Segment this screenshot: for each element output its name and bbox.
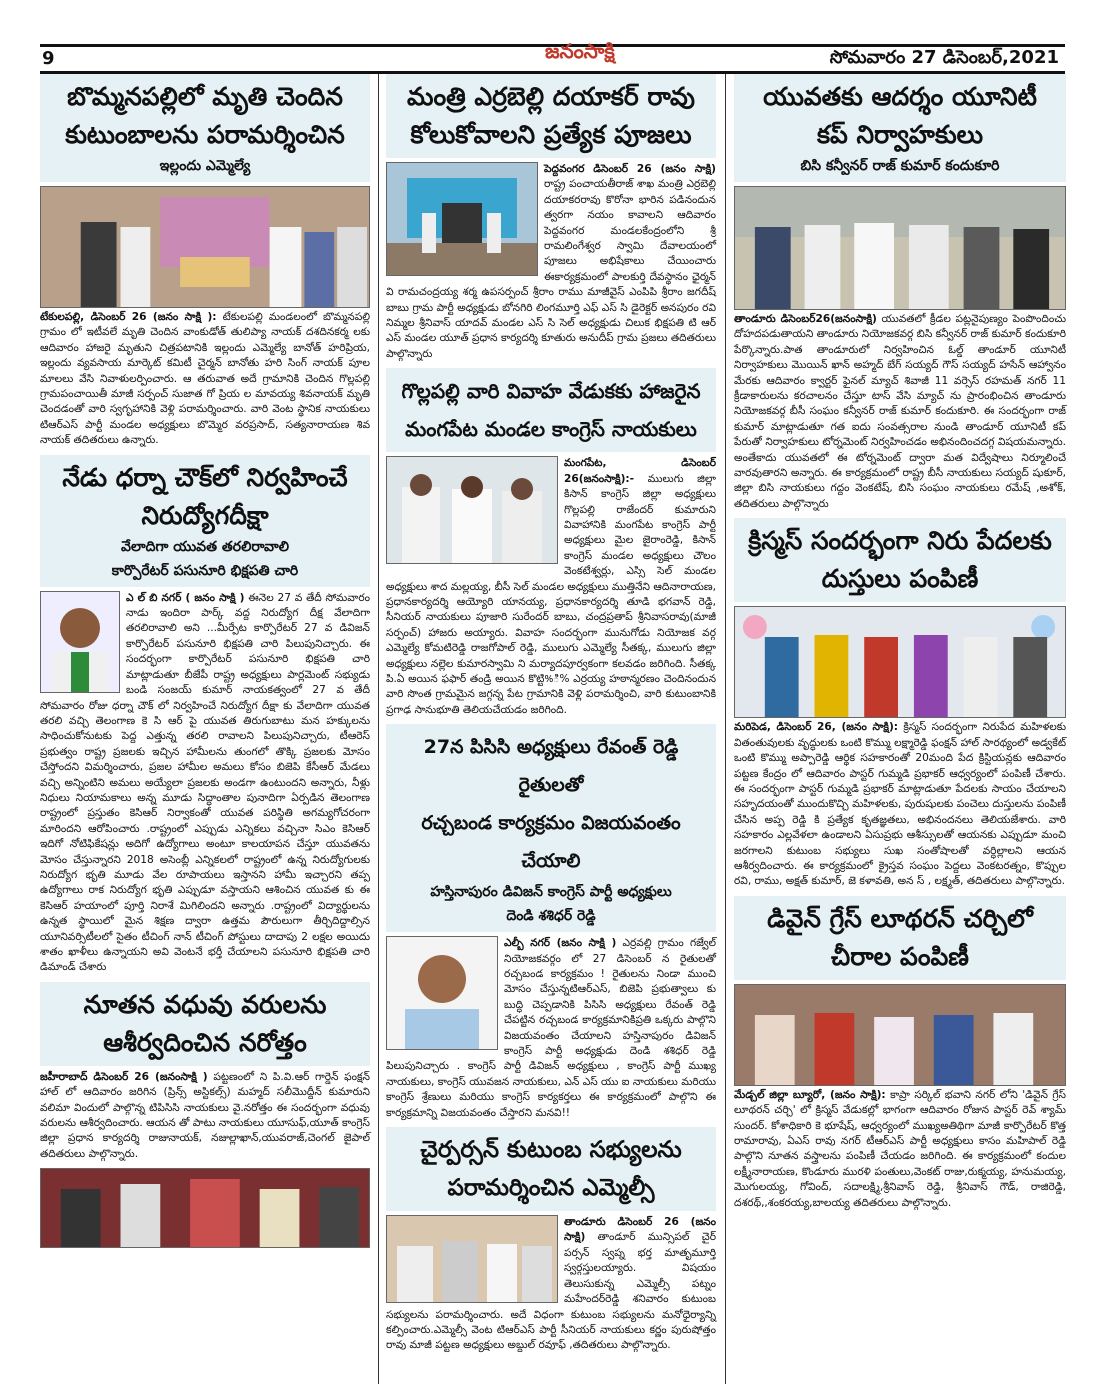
headline: డివైన్ గ్రేస్ లూథరన్ చర్చిలో: [767, 903, 1033, 933]
article-text: ములుగు జిల్లా కిసాన్ కాంగ్రెస్ జిల్లా అధ్యక్షులు గొల్లపల్లి రాజేందర్ కుమారుని వివాహానికి మంగపేట కాంగ్రెస్ పార్టీ అధ్యక్షులు మైల జైరాంరెడ్డి, కిసాన్ కాంగ్రెస్ మండల: [564, 472, 716, 562]
article-text: ఈనెల 27 వ తేదీ సోమవారం నాడు ఇందిరా పార్క్ వద్ద నిరుద్యోగ దీక్ష వేలాదిగా తరలిరావాలి అని ...మీర్పేట కార్పొరేటర్ 27 వ డివిజన్ కార్పొరేటర్ పసునూరి భిక్షపతి చారి పిలుపునిచ్చారు. ఈ సందర్భంగా కార్పొరేటర్ పసునూరి భిక్షపతి చారి మాట్లాడుతూ బీజేపీ రాష్ట్ర అధ్యక్షులు పార్లమెంట్ సభ్యుడు బండి సంజయ్ కుమార్: [126, 591, 370, 697]
portrait-photo: [386, 936, 498, 1050]
article-text: విజయవంతం చేయాలని హస్తినాపురం డివిజన్ కాంగ్రెస్ పార్టీ అధ్యక్షుడు దెండి శశిధర్ రెడ్డి పిలుపునిచ్చారు . కాంగ్రెస్ పార్టీ డివిజన్ అధ్యక్షులు , కాంగ్రెస్ పార్టీ ముఖ్య నాయకులు, కాంగ్రెస్ యువజన నాయకులు, ఎన్ ఎస్ యు ఐ నాయకులు మరియు కాంగ్రెస్ శ్రేణులు మరియు కాంగ్రెస్ కార్యకర్తలు ఈ కార్యక్రమంలో పాల్గొని ఈ కార్యక్రమాన్ని విజయవంతం చేస్తారని మనవి!!: [386, 1029, 716, 1119]
dateline: ఎల్బీ నగర్ (జనం సాక్షి ): [504, 937, 617, 950]
page-number: 9: [42, 48, 55, 69]
news-photo: [386, 1215, 558, 1303]
masthead: [40, 39, 1065, 74]
headline: దుస్తులు పంపిణీ: [821, 564, 979, 594]
headline: పరామర్శించిన ఎమ్మెల్సీ: [447, 1175, 655, 1202]
subheadline: వేలాదిగా యువత తరలిరావాలి: [121, 538, 289, 555]
dateline: పెద్దవంగర డిసెంబర్ 26 (జనం సాక్షి): [544, 163, 716, 175]
article-body: [40, 591, 370, 976]
article-text: క్రిస్మస్ సందర్భంగా నిరుపేద మహిళలకు వితంతువులకు వృద్ధులకు ఒంటి కొమ్ము లక్ష్మారెడ్డి ఫంక్షన్ హాల్ సారథ్యంలో అడ్వకేట్ ఒంటి కొమ్ము అప్పారెడ్డి ఆర్థిక సహకారంతో 20మంది పేద క్రిస్టియన్లకు ఆదివారం పట్టణ కేంద్రం లో ఆదివారం పాస్టర్ గుమ్మడి ప్రభాకర్ ఆధ్వర్యంలో పంపిణీ చేశారు. ఈ సందర్భంగా పాస్టర్ గుమ్మడి ప్రభాకర్ మాట్లాడుతూ పేదలకు సాయం చేయాలని సహృదయంతో ముందుకొచ్చి మహిళలకు, పురుషులకు పంచెలు దుస్తులను పంపిణీ చేసిన అప్ప రెడ్డి కి ప్రత్యేక కృతజ్ఞతలు, అభినందనలు తెలియజేశారు. వారి సహకారం ఎల్లవేళలా ఉండాలని ఏసుప్రభు ఆశీస్సులతో ఆయనకు ఎప్పుడూ మంచి జరగాలని కుటుంబ సభ్యులు సుఖ సంతోషాలతో వర్ధిల్లాలని ఆయన ఆశీర్వదించారు. ఈ కార్యక్రమంలో క్రైస్తవ సంఘం పెద్దలు వెంకటరత్నం, కొప్పుల రవి, రాము, అక్షత్ కుమార్, జె కళావతి, అన స్ , లక్ష్మత్, తదితరులు పాల్గొన్నారు.: [734, 721, 1066, 888]
article-text: అధ్యక్షులు చౌలం వెంకటేశ్వర్లు, ఎస్సి సెల్ మండల అధ్యక్షులు శాద మల్లయ్య, బీసీ సెల్ మండల అధ్యక్షులు ముత్తినేని ఆదినారాయణ, ప్రధానకార్యదర్శి ఆయ్యోరి యానయ్య, ప్రధానకార్యదర్శి తూడి భగవాన్ రెడ్డి, సీనియర్ నాయకులు పూజారి సురేందర్ బాబు, చంద్రప్రతాప్ శ్రీనివాసరావు(మాజీ సర్పంచ్) హాజరు అయ్యారు. వివాహ సందర్భంగా మునుగోడు నియోజక వర్గ ఎమ్మెల్యే కోమటిరెడ్డి రాజగోపాల్ రెడ్డి, ములుగు ఎమ్మెల్యే సీతక్క, ములుగు జిల్లా అధ్యక్షులు నల్లెల కుమారస్వామి ని మర్యాదపూర్వకంగా కలవడం జరిగింది. సీతక్క పి.ఏ అయిన ఫఫార్ తండ్రి అయిన కొట్టి%ి% ఎర్రయ్య హఠాన్మరణం చెందినందున వారి సొంత గ్రామమైన జగ్గన్న పేట గ్రామానికి వెళ్లి పరామర్శించి, వారి కుటుంబానికి ప్రగాఢ సానుభూతి తెలియచేయడం జరిగింది.: [386, 549, 716, 716]
subheadline: కార్పొరేటర్ పసునూరి భిక్షపతి చారి: [111, 562, 299, 579]
dateline: మేడ్చల్ జిల్లా బ్యూరో, (జనం సాక్షి):: [734, 1088, 886, 1101]
headline-box: [734, 74, 1066, 182]
column-3: [734, 74, 1066, 1217]
headline: క్రిస్మస్ సందర్భంగా నిరు పేదలకు: [748, 526, 1052, 556]
headline: కోలుకోవాలని ప్రత్యేక పూజలు: [410, 120, 692, 149]
article-body: [386, 456, 716, 718]
headline: యువతకు ఆదర్శం యూనిటీ: [763, 82, 1037, 111]
news-photo: [734, 984, 1066, 1086]
headline: మంత్రి ఎర్రబెల్లి దయాకర్ రావు: [407, 82, 695, 111]
column-2: [386, 74, 716, 1360]
headline-box: [386, 1127, 716, 1211]
article-body: [40, 1070, 370, 1162]
column-divider: [378, 74, 379, 1384]
headline-box: [734, 896, 1066, 980]
dateline: టేకులపల్లి, డిసెంబర్ 26 (జనం సాక్షి ):: [40, 311, 217, 323]
headline-box: [40, 982, 370, 1066]
dateline: మరిపెడ, డిసెంబర్ 26, (జనం సాక్షి):: [734, 721, 899, 734]
headline: నిరుద్యోగదీక్షా: [141, 500, 269, 530]
headline-box: [386, 724, 716, 932]
dateline: మంగపేట, డిసెంబర్ 26(జనంసాక్షి):-: [564, 457, 716, 485]
article-text: రామలింగేశ్వర స్వామి దేవాలయంలో పూజలు అభిషేకాలు చేయించారు ఈకార్యక్రమంలో పాలకుర్తి దేవస్థానం ఛైర్మన్ వి రామచంద్రయ్య శర్మ ఉపసర్పంచ్ శ్రీరాం రాము మాజీవైస్ ఎంపిపి శ్రీరాం జగదీష్ బాబు గ్రామ పార్టీ అధ్యక్షుడు బోనగిరి లింగమూర్తి ఎఫ్ ఎస్ సి డైరెక్టర్ అనపురం రవి నిమ్మల శ్రీనివాస్ యాదవ్ మండల ఎస్ సి సెల్ అధ్యక్షుడు చిలుక భిక్షపతి టి ఆర్ ఎస్ మండల యూత్ ప్రధాన కార్యదర్శి కూతురు అనుదీప్ గ్రామ ప్రజలు తదితరులు పాల్గొన్నారు: [386, 240, 716, 360]
article-text: రాష్ట్ర పంచాయతీరాజ్ శాఖ మంత్రి ఎర్రబెల్లి దయాకరరావు కొరోనా భారిన పడినందున త్వరగా నయం కావాలని ఆదివారం పెద్దవంగర మండలకేంద్రంలోని శ్రీ: [544, 178, 716, 237]
headline: మంగపేట మండల కాంగ్రెస్ నాయకులు: [405, 417, 697, 442]
portrait-photo: [40, 591, 120, 693]
subheadline: ఇల్లందు ఎమ్మెల్యే: [159, 158, 251, 174]
news-photo: [40, 1168, 370, 1248]
news-photo: [40, 186, 370, 308]
article-text: తాండూర్ మున్సిపల్ చైర్ పర్సన్ స్వప్న భర్త మాతృమూర్తి స్వర్గస్తులయ్యారు. విషయం తెలుసుకున్న ఎమ్మెల్సీ పట్నం మహేందర్‌రెడ్డి శనివారం: [564, 1231, 716, 1306]
article-body: [386, 1215, 716, 1354]
dateline: తాండూరు డిసెంబర్ 26 (జనం సాక్షి): [564, 1216, 716, 1244]
column-divider: [725, 74, 726, 1384]
dateline: తాండూరు డిసెంబర్26(జనంసాక్షి): [734, 313, 877, 325]
article-text: టేకులపల్లి మండలంలో బొమ్మనపల్లి గ్రామం లో ఇటీవలే మృతి చెందిన వాంకుడోత్ తులిప్యా నాయక్ దశదినకర్మ లకు ఆదివారం హాజరై మృతుని చిత్రపటానికి ఇల్లందు ఎమ్మెల్యే బానోత్ హరిప్రియ, ఇల్లందు వ్యవసాయ మార్కెట్ కమిటీ చైర్మన్ బానోతు హరి సింగ్ నాయక్ పూల మాలలు వేసి నివాళులర్పించారు. ఆ తరువాత అదే గ్రామానికి చెందిన గొల్లపల్లి గ్రామపంచాయితీ మాజీ సర్పంచ్ సుజాత గో ప్రియ ల మావయ్య శివనాయక్ మృతి చెందడంతో వారి స్వగృహానికి వెళ్లి పరామర్శించారు. వారి వెంట స్థానిక నాయకులు టిఆర్ఎస్ పార్టీ మండల అధ్యక్షులు బొమ్మెర వరప్రసాద్, సత్యనారాయణ శివ నాయక్ తదితరులు ఉన్నారు.: [40, 311, 370, 447]
article-body: [386, 162, 716, 362]
subheadline: హస్తినాపురం డివిజన్ కాంగ్రెస్ పార్టీ అధ్యక్షులు: [430, 884, 672, 901]
news-photo: [734, 186, 1066, 310]
article-text: ఎర్రవల్లి గ్రామం గజ్వేల్ నియోజకవర్గం లో 27 డిసెంబర్ న రైతులతో రచ్చబండ కార్యక్రమం ! రైతులను నిండా ముంచి మోసం చేస్తున్నటిఆర్ఎస్, బిజెపి ప్రభుత్వాలు కు బుద్ధి చెప్పడానికి పిసిసి అధ్యక్షులు రేవంత్ రెడ్డి చేపట్టిన రచ్చబండ కార్యక్రమానికిప్రతి ఒక్కరు పాల్గొని: [504, 937, 716, 1027]
headline: గొల్లపల్లి వారి వివాహ వేడుకకు హాజరైన: [401, 379, 701, 404]
article-body: [734, 1088, 1066, 1211]
column-1: [40, 74, 370, 1248]
article-text: యువతలో క్రీడల పట్లనైపుణ్యం పెంపొందించు దోహదపడుతాయని తాండూరు నియోజకవర్గ బిసి కన్వీనర్ రాజ్ కుమార్ కందుకూరి పేర్కొన్నారు.పాత తాండూరులో నిర్వహించిన ఓల్డ్ తాండూర్ యూనిటీ నిర్వాహకులు మొయిన్ ఖాన్ అహ్మద్ బేగ్ సయ్యద్ గౌస్ సయ్యద్ హసేన్ ఆహ్వానం మేరకు ఆదివారం క్వార్టర్ ఫైనల్ మ్యాచ్ శివాజీ 11 వర్సెస్ రహమత్ నగర్ 11 క్రీడాకారులను కరచాలనం చేస్తూ టాస్ వేసి మ్యాచ్ ను ప్రారంభించిన తాండూరు నియోజకవర్గ బీసీ సంఘం కన్వీనర్ రాజ్ కుమార్ కందుకూరి. ఈ సందర్భంగా రాజ్ కుమార్ మాట్లాడుతూ గత ఐదు సంవత్సరాల నుండి తాండూర్ యూనిటీ కప్ పేరుతో నిర్వాహకులు టోర్నమెంట్ నిర్వహించడం అభినందించదగ్గ విషయమన్నారు. అంతేకాదు యువతలో ఈ టోర్నమెంట్ ద్వారా మత విద్వేషాలు నిర్మూలించే వారవుతారని అన్నారు. ఈ కార్యక్రమంలో రాష్ట్ర బీసీ నాయకులు సయ్యద్ షుకూర్, జిల్లా బిసి నాయకులు గద్దం వెంకటేష్, బిసి సంఘం నాయకులు రమేష్ ,అశోక్, తదితరులు పాల్గొన్నారు: [734, 313, 1066, 510]
headline-box: [734, 518, 1066, 602]
headline: నేడు ధర్నా చౌక్‌లో నిర్వహించే: [62, 462, 348, 492]
article-body: [386, 936, 716, 1121]
article-text: కుటుంబ సభ్యులను పరామర్శించారు. అదే విధంగా కుటుంబ సభ్యులను మనోధైర్యాన్ని కల్పించారు.ఎమ్మెల్సీ వెంట టిఆర్ఎస్ పార్టీ సీనియర్ నాయకులు కర్ణం పురుషోత్తం రావు మాజీ పట్టణ అధ్యక్షులు అబ్దుల్ రవూఫ్ ,తదితరులు పాల్గొన్నారు.: [386, 1293, 716, 1352]
headline: కుటుంబాలను పరామర్శించిన: [65, 120, 345, 149]
headline: చీరాల పంపిణీ: [831, 941, 969, 971]
article-text: పట్టణంలో ని పి.వి.ఆర్ గార్డెన్ ఫంక్షన్ హాల్ లో ఆదివారం జరిగిన (ప్రిన్స్ అస్టికల్స్) మహ్మద్ సలీమొద్దీన్ కుమారుని వలిమా విందులో పాల్గొన్న టిపిసిసి నాయకులు వై.నరోత్తం ఈ సందర్భంగా వధువు వరులను ఆశీర్వదించారు. ఆయన తో పాటు నాయకులు యూసుఫ్,యూత్ కాంగ్రెస్ జిల్లా ప్రధాన కార్యదర్శి రాజునాయక్, నజుల్లాఖాన్,యువరాజ్,చెంగల్ జైపాల్ తదితరులు పాల్గొన్నారు.: [40, 1070, 370, 1160]
headline: బొమ్మనపల్లిలో మృతి చెందిన: [67, 82, 343, 111]
headline: నూతన వధువు వరులను: [83, 989, 327, 1019]
subheadline: దెండి శశిధర్ రెడ్డి: [506, 908, 596, 925]
article-body: [734, 312, 1066, 512]
headline: ఆశీర్వదించిన నరోత్తం: [103, 1027, 307, 1057]
headline: రచ్చబండ కార్యక్రమం విజయవంతం చేయాలి: [421, 812, 681, 873]
headline-box: [386, 368, 716, 452]
headline: 27న పిసిసి అధ్యక్షులు రేవంత్ రెడ్డి రైతులతో: [423, 736, 679, 797]
headline-box: [386, 74, 716, 158]
headline: చైర్పర్సన్ కుటుంబ సభ్యులను: [420, 1137, 682, 1164]
news-photo: [386, 162, 538, 276]
article-text: కాప్రా సర్కిల్ భవాని నగర్ లోని 'డివైన్ గ్రేస్ లూథరన్ చర్చి' లో క్రిస్మస్ వేడుకల్లో భాగంగా ఆదివారం రోజున పాస్టర్ రెవ్ శ్యామ్ సుందర్. కోశాధికారి కె భూషేష్, ఆధ్వర్యంలో ముఖ్యఅతిథిగా మాజీ కార్పొరేటర్ కొత్త రామారావు, ఏఎస్ రావు నగర్ టీఆర్ఎస్ పార్టీ అధ్యక్షులు కాసం మహిపాల్ రెడ్డి పాల్గొని నూతన వస్త్రాలను పంపిణీ చేయడం జరిగింది. ఈ కార్యక్రమంలో కందుల లక్ష్మీనారాయణ, కొండూరు మురళి పంతులు,వెంకట్ రాజు,రుక్మయ్య, హనుమయ్య, మొగులయ్య, గోవింద్, సదాలక్ష్మి,శ్రీనివాస్ రెడ్డి, శ్రీనివాస్ గౌడ్, రాజిరెడ్డి, దశరథ్,,శంకరయ్య,బాలయ్య తదితరులు పాల్గొన్నారు.: [734, 1088, 1066, 1209]
newspaper-logo: జనంసాక్షి: [545, 39, 615, 63]
news-photo: [734, 606, 1066, 718]
headline-box: [40, 455, 370, 587]
dateline: జహీరాబాద్ డిసెంబర్ 26 (జనంసాక్షి ): [40, 1070, 208, 1083]
subheadline: బిసి కన్వీనర్ రాజ్ కుమార్ కందుకూరి: [800, 158, 1000, 174]
headline-box: [40, 74, 370, 182]
news-photo: [386, 456, 558, 564]
article-text: నాయకత్వంలో 27 వ తేదీ సోమవారం రోజు ధర్నా చౌక్ లో నిర్వహించే నిరుద్యోగ దీక్షా కు వేలాదిగా యువత తరలి వచ్చి తెలంగాణ కె సి ఆర్ పై యువత తిరుగుబాటు మన హక్కులను సాధించుకోనుటకు పెద్ద ఎత్తున్న తరలి రావాలని పిలుపునిచ్చారు, టీఆరెస్ ప్రభుత్వం రాష్ట్ర ప్రజలకు ఇచ్చిన హామీలను తుంగలో తొక్కి ప్రజలకు మోసం చేస్తోందని విమర్శించారు, ప్రజల హామీల అమలు కోసం బిజెపి కేసీఆర్ మేడలు వచ్చి అన్నింటిని అమలు అయ్యేలా ప్రజలకు అండగా ఉంటుందని అన్నారు, నీళ్లు నిధులు నియామకాలు అన్న మూడు సిద్ధాంతాల పునాదిగా ఏర్పడిన తెలంగాణ రాష్ట్రంలో ప్రస్తుతం కెసిఆర్ నిర్వాకంతో యువత పరిస్థితి అగమ్యగోచరంగా మారిందని ఆరోపించారు .రాష్ట్రంలో ఎప్పుడు ఎన్నికలు వచ్చినా సిఎం కెసిఆర్ ఇదిగో నోటిఫికేషన్లు అదిగో ఉద్యోగాలు అంటూ కాలయాపన చేస్తూ యువతను మోసం చేస్తున్నారని 2018 అసెంబ్లీ ఎన్నికలలో రాష్ట్రంలో ఉన్న నిరుద్యోగులకు నిరుద్యోగ భృతి మూడు వేల రూపాయలు ఇస్తానని హామీ ఇచ్చారని తప్ప ఉద్యోగాలు రాక నిరుద్యోగ భృతి ఎప్పుడూ వస్తాయని ఆశించిన యువత కు ఈ కెసిఆర్ హయాంలో పూర్తి నిరాశే మిగిలిందని అన్నారు .రాష్ట్రంలో విద్యార్థులను ఉన్నత స్థాయిలో మైన శిక్షణ ద్వారా ఉత్తమ పౌరులుగా తీర్చిదిద్దాల్సిన యూనివర్సిటీలలో సైతం టీచింగ్ నాన్ టీచింగ్ పోస్టులు దాదాపు 2 లక్షల అయిదు శాతం ఖాళీలు ఉన్నాయని అవి వెంటనే భర్తీ చేయాలని పసునూరి భిక్షపతి చారి డిమాండ్ చేశారు: [40, 684, 371, 974]
article-body: [40, 310, 370, 449]
article-body: [734, 720, 1066, 889]
issue-date: సోమవారం 27 డిసెంబర్,2021: [829, 47, 1059, 68]
dateline: ఎ ల్ బి నగర్ ( జనం సాక్షి ): [126, 591, 245, 604]
headline: కప్ నిర్వాహకులు: [816, 120, 984, 149]
